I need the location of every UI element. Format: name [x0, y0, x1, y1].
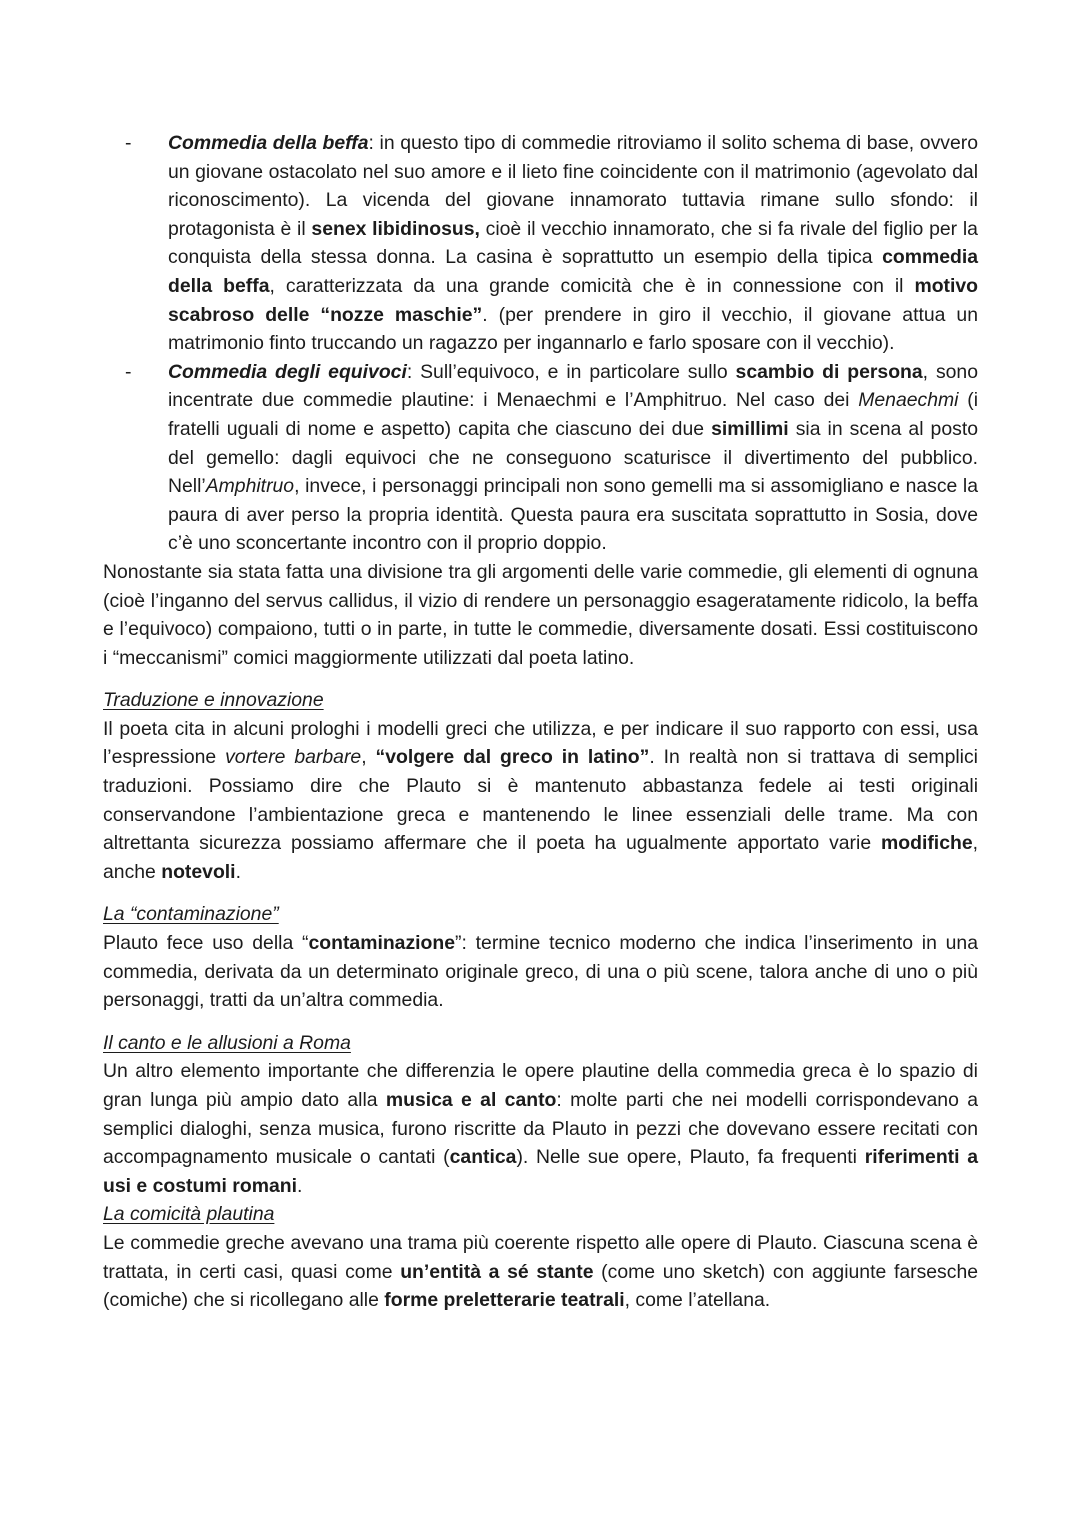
section-heading: La “contaminazione” [103, 903, 279, 926]
document-page [103, 129, 978, 1315]
section-heading: Il canto e le allusioni a Roma [103, 1031, 351, 1054]
comedy-types-list [103, 129, 978, 558]
bullet-dash: - [125, 360, 132, 383]
section-heading: La comicità plautina [103, 1203, 275, 1226]
section-contaminazione [103, 900, 978, 1014]
item-title: Commedia della beffa [168, 132, 369, 154]
bullet-dash: - [125, 132, 132, 154]
section-body: Il poeta cita in alcuni prologhi i modelli greci che utilizza, e per indicare il suo rapporto con essi, usa l’espressione vortere barbare, “volgere dal greco in latino”. In realtà non si trattava di semplici traduzioni. Possiamo dire che Plauto si è mantenuto abbastanza fedele ai testi originali conservandone l’ambientazione greca e mantenendo le linee essenziali delle trame. Ma con altrettanta sicurezza possiamo affermare che il poeta ha ugualmente apportato varie modifiche, anche notevoli. [103, 717, 978, 883]
section-body: Plauto fece uso della “contaminazione”: termine tecnico moderno che indica l’inserimento in una commedia, derivata da un determinato originale greco, di una o più scene, talora anche di uno o più personaggi, tratti da un’altra commedia. [103, 932, 979, 1012]
section-body: Le commedie greche avevano una trama più coerente rispetto alle opere di Plauto. Ciascuna scena è trattata, in certi casi, quasi come un’entità a sé stante (come uno sketch) con aggiunte farsesche (comiche) che si ricollegano alle forme preletterarie teatrali, come l’atellana. [103, 1231, 979, 1312]
section-body: Un altro elemento importante che differenzia le opere plautine della commedia greca è lo spazio di gran lunga più ampio dato alla musica e al canto: molte parti che nei modelli corrispondevano a semplici dialoghi, senza musica, furono riscritte da Plauto in pezzi che dovevano essere recitati con accompagnamento musicale o cantati (cantica). Nelle sue opere, Plauto, fa frequenti riferimenti a usi e costumi romani. [103, 1060, 978, 1197]
list-item-commedia-beffa: - Commedia della beffa: in questo tipo di commedie ritroviamo il solito schema di base, ovvero un giovane ostacolato nel suo amore e il lieto fine coincidente con il matrimonio (agevolato dal riconoscimento). La vicenda del giovane innamorato tuttavia rimane sullo sfondo: il protagonista è il senex libidinosus, cioè il vecchio innamorato, che si fa rivale del figlio per la conquista della stessa donna. La casina è soprattutto un esempio della tipica commedia della beffa, caratterizzata da una grande comicità che è in connessione con il motivo scabroso delle “nozze maschie”. (per prendere in giro il vecchio, il giovane attua un matrimonio finto truccando un ragazzo per ingannarlo e farlo sposare con il vecchio). [103, 129, 978, 358]
item-title: Commedia degli equivoci [168, 360, 407, 383]
section-traduzione [103, 686, 978, 886]
section-heading: Traduzione e innovazione [103, 689, 324, 712]
list-item-commedia-equivoci: - Commedia degli equivoci: Sull’equivoco, e in particolare sullo scambio di persona, sono incentrate due commedie plautine: i Menaechmi e l’Amphitruo. Nel caso dei Menaechmi (i fratelli uguali di nome e aspetto) capita che ciascuno dei due simillimi sia in scena al posto del gemello: dagli equivoci che ne conseguono scaturisce il divertimento del pubblico. Nell’Amphitruo, invece, i personaggi principali non sono gemelli ma si assomigliano e nasce la paura di aver perso la propria identità. Questa paura era suscitata soprattutto in Sosia, dove c’è uno sconcertante incontro con il proprio doppio. [103, 358, 978, 558]
section-canto [103, 1029, 978, 1201]
summary-paragraph: Nonostante sia stata fatta una divisione tra gli argomenti delle varie commedie, gli elementi di ognuna (cioè l’inganno del servus callidus, il vizio di rendere un personaggio esageratamente ridicolo, la beffa e l’equivoco) compaiono, tutti o in parte, in tutte le commedie, diversamente dosati. Essi costituiscono i “meccanismi” comici maggiormente utilizzati dal poeta latino. [103, 560, 978, 669]
section-comicita [103, 1200, 978, 1314]
